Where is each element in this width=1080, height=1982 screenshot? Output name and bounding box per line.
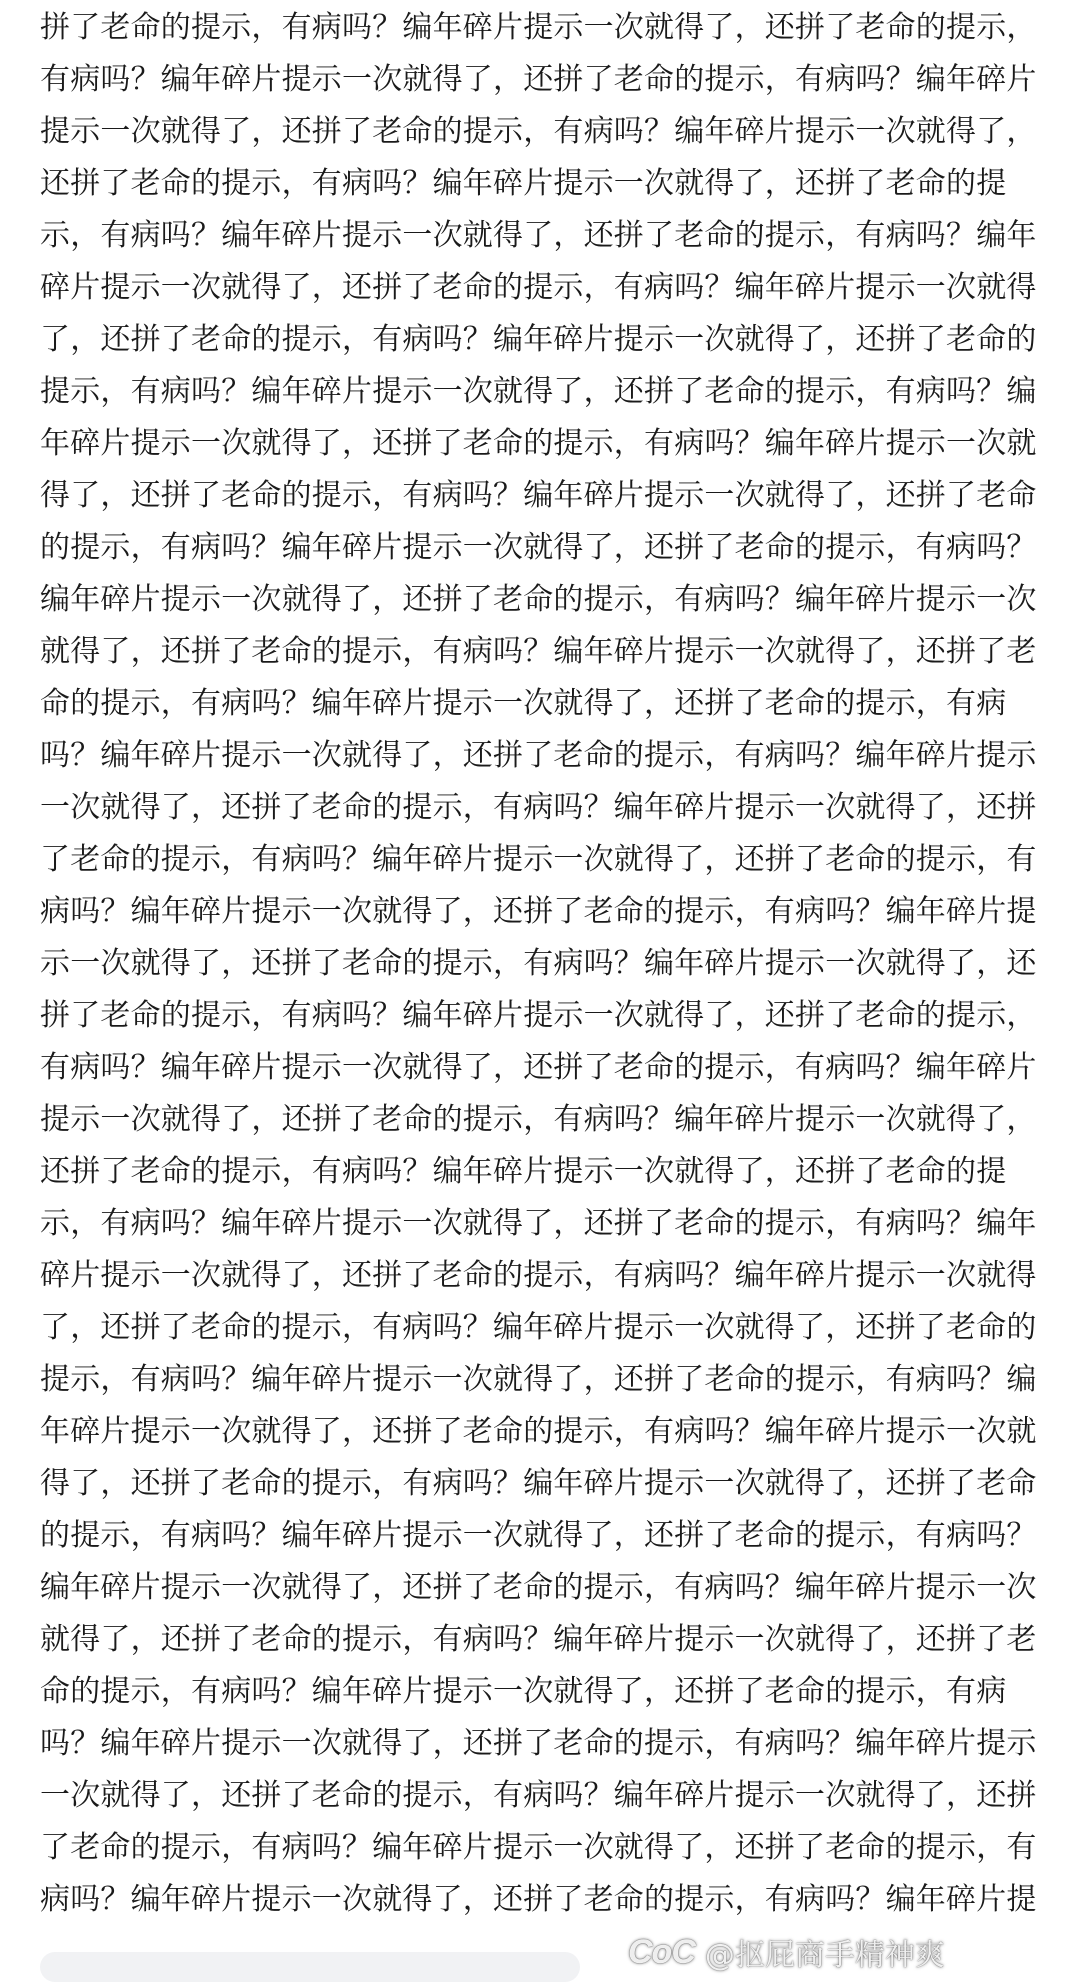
text-line: 得了，还拼了老命的提示，有病吗？编年碎片提示一次就得了，还拼了老命: [40, 1466, 1037, 1501]
text-line: 碎片提示一次就得了，还拼了老命的提示，有病吗？编年碎片提示一次就得: [40, 1258, 1037, 1293]
text-line: 吗？编年碎片提示一次就得了，还拼了老命的提示，有病吗？编年碎片提示: [40, 1726, 1037, 1761]
text-line: 的提示，有病吗？编年碎片提示一次就得了，还拼了老命的提示，有病吗？: [40, 530, 1037, 565]
text-line: 提示一次就得了，还拼了老命的提示，有病吗？编年碎片提示一次就得了，: [40, 114, 1037, 149]
text-line: 就得了，还拼了老命的提示，有病吗？编年碎片提示一次就得了，还拼了老: [40, 1622, 1037, 1657]
text-line: 还拼了老命的提示，有病吗？编年碎片提示一次就得了，还拼了老命的提: [40, 1154, 1007, 1189]
watermark-logo: CoC: [628, 1932, 695, 1971]
text-line: 得了，还拼了老命的提示，有病吗？编年碎片提示一次就得了，还拼了老命: [40, 478, 1037, 513]
watermark-handle: @抠屁商手精神爽: [704, 1938, 945, 1973]
text-line: 病吗？编年碎片提示一次就得了，还拼了老命的提示，有病吗？编年碎片提: [40, 1882, 1037, 1917]
text-line: 命的提示，有病吗？编年碎片提示一次就得了，还拼了老命的提示，有病: [40, 1674, 1007, 1709]
text-line: 年碎片提示一次就得了，还拼了老命的提示，有病吗？编年碎片提示一次就: [40, 426, 1037, 461]
text-line: 了，还拼了老命的提示，有病吗？编年碎片提示一次就得了，还拼了老命的: [40, 1310, 1037, 1345]
text-line: 示一次就得了，还拼了老命的提示，有病吗？编年碎片提示一次就得了，还: [40, 946, 1037, 981]
text-line: 编年碎片提示一次就得了，还拼了老命的提示，有病吗？编年碎片提示一次: [40, 582, 1037, 617]
text-line: 年碎片提示一次就得了，还拼了老命的提示，有病吗？编年碎片提示一次就: [40, 1414, 1037, 1449]
text-line: 碎片提示一次就得了，还拼了老命的提示，有病吗？编年碎片提示一次就得: [40, 270, 1037, 305]
text-line: 还拼了老命的提示，有病吗？编年碎片提示一次就得了，还拼了老命的提: [40, 166, 1007, 201]
text-line: 示，有病吗？编年碎片提示一次就得了，还拼了老命的提示，有病吗？编年: [40, 1206, 1037, 1241]
text-line: 了老命的提示，有病吗？编年碎片提示一次就得了，还拼了老命的提示，有: [40, 842, 1037, 877]
text-line: 吗？编年碎片提示一次就得了，还拼了老命的提示，有病吗？编年碎片提示: [40, 738, 1037, 773]
comment-input-bar[interactable]: [40, 1952, 580, 1982]
text-line: 有病吗？编年碎片提示一次就得了，还拼了老命的提示，有病吗？编年碎片: [40, 62, 1037, 97]
watermark: [628, 1930, 945, 1974]
text-line: 就得了，还拼了老命的提示，有病吗？编年碎片提示一次就得了，还拼了老: [40, 634, 1037, 669]
text-line: 有病吗？编年碎片提示一次就得了，还拼了老命的提示，有病吗？编年碎片: [40, 1050, 1037, 1085]
text-line: 提示，有病吗？编年碎片提示一次就得了，还拼了老命的提示，有病吗？编: [40, 374, 1037, 409]
text-line: 拼了老命的提示，有病吗？编年碎片提示一次就得了，还拼了老命的提示，: [40, 10, 1037, 45]
text-line: 提示，有病吗？编年碎片提示一次就得了，还拼了老命的提示，有病吗？编: [40, 1362, 1037, 1397]
text-line: 示，有病吗？编年碎片提示一次就得了，还拼了老命的提示，有病吗？编年: [40, 218, 1037, 253]
text-line: 提示一次就得了，还拼了老命的提示，有病吗？编年碎片提示一次就得了，: [40, 1102, 1037, 1137]
text-line: 命的提示，有病吗？编年碎片提示一次就得了，还拼了老命的提示，有病: [40, 686, 1007, 721]
text-line: 了老命的提示，有病吗？编年碎片提示一次就得了，还拼了老命的提示，有: [40, 1830, 1037, 1865]
post-body-text: [40, 0, 1050, 1926]
text-line: 编年碎片提示一次就得了，还拼了老命的提示，有病吗？编年碎片提示一次: [40, 1570, 1037, 1605]
text-line: 病吗？编年碎片提示一次就得了，还拼了老命的提示，有病吗？编年碎片提: [40, 894, 1037, 929]
text-line: 了，还拼了老命的提示，有病吗？编年碎片提示一次就得了，还拼了老命的: [40, 322, 1037, 357]
text-line: 一次就得了，还拼了老命的提示，有病吗？编年碎片提示一次就得了，还拼: [40, 1778, 1037, 1813]
text-line: 一次就得了，还拼了老命的提示，有病吗？编年碎片提示一次就得了，还拼: [40, 790, 1037, 825]
text-line: 的提示，有病吗？编年碎片提示一次就得了，还拼了老命的提示，有病吗？: [40, 1518, 1037, 1553]
text-line: 拼了老命的提示，有病吗？编年碎片提示一次就得了，还拼了老命的提示，: [40, 998, 1037, 1033]
